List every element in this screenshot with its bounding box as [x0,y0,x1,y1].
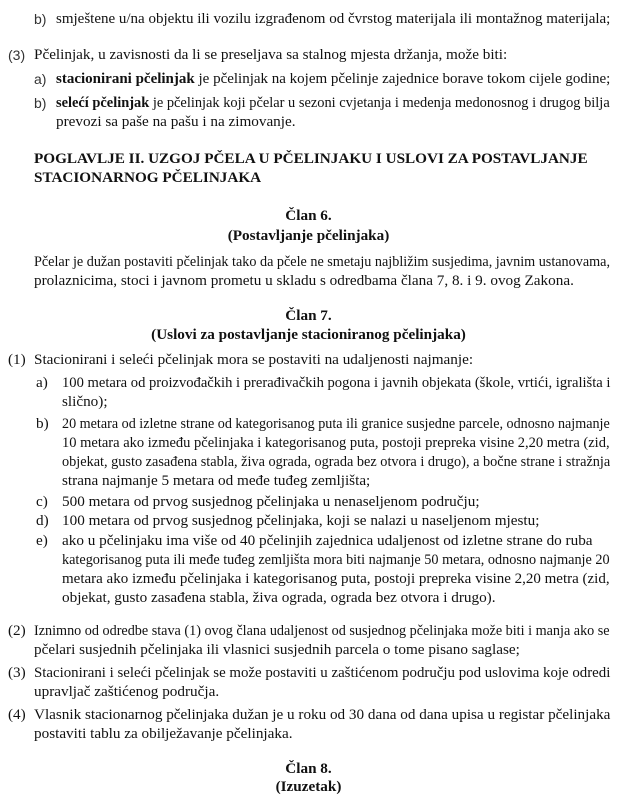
article-7-p4-line1: Vlasnik stacionarnog pčelinjaka dužan je u roku od 30 dana od dana upisa u registar pčelinjaka [34,706,611,723]
article-7-p4-line2: postaviti tablu za obilježavanje pčelinjaka. [34,725,293,742]
article-7-p3-label: (3) [8,664,26,681]
article-7-p3-line1: Stacionirani i seleći pčelinjak se može postaviti u zaštićenom području pod uslovima koje odredi [34,664,611,681]
article-7-b-label: b) [36,415,49,432]
article-7-p1-text: Stacionirani i seleći pčelinjak mora se postaviti na udaljenosti najmanje: [34,351,474,368]
article-7-e-line4: objekat, gusto zasađena stabla, živa ograda, ograda bez otvora i drugo). [62,589,496,606]
article-7-a-label: a) [36,374,48,391]
article-8-title: Član 8. [285,760,332,777]
article-7-e-line1: ako u pčelinjaku ima više od 40 pčelinjih zajednica udaljenost od izletne strane do ruba [62,532,593,549]
article-7-a-line1: 100 metara od proizvođačkih i prerađivačkih pogona i javnih objekata (škole, vrtići, igrališta i [62,374,611,391]
article-8-subtitle: (Izuzetak) [275,778,342,795]
article-7-p2-line2: pčelari susjednih pčelinjaka ili vlasnici susjednih parcela o tome pisano saglase; [34,641,520,658]
article-6-title: Član 6. [285,207,332,224]
item-text-a [56,70,610,88]
term-seleci: selećí pčelinjak [56,94,150,111]
article-7-d-label: d) [36,512,49,529]
article-7-c-line1: 500 metara od prvog susjednog pčelinjaka u nenaseljenom području; [62,493,480,510]
item-text-b2 [56,94,610,112]
chapter-heading-line2: STACIONARNOG PČELINJAKA [34,169,262,186]
item-label-b2: b) [34,95,47,111]
article-7-p2-label: (2) [8,622,26,639]
term-stacionirani-definition: je pčelinjak na kojem pčelinje zajednice borave tokom cijele godine; [194,70,611,87]
article-6-subtitle: (Postavljanje pčelinjaka) [227,227,390,244]
article-7-subtitle: (Uslovi za postavljanje stacioniranog pčelinjaka) [151,326,466,343]
article-7-e-label: e) [36,532,48,549]
item-text-b: smještene u/na objektu ili vozilu izgrađenom od čvrstog materijala ili montažnog materijala; [56,10,611,27]
article-7-a-line2: slično); [62,393,108,410]
item-label-b: b) [34,11,47,27]
article-7-b-line1: 20 metara od izletne strane od kategorisanog puta ili granice susjedne parcele, odnosno najmanje [62,415,610,432]
item-label-a: a) [34,71,47,87]
article-6-text-line1: Pčelar je dužan postaviti pčelinjak tako da pčele ne smetaju najbližim susjedima, javnim ustanovama, [34,253,610,270]
article-6-text-line2: prolaznicima, stoci i javnom prometu u skladu s odredbama člana 7, 8. i 9. ovog Zakona. [34,272,574,289]
article-7-title: Član 7. [285,307,332,324]
article-7-p2-line1: Iznimno od odredbe stava (1) ovog člana udaljenost od susjednog pčelinjaka može biti i manja ako se [34,622,610,639]
term-stacionirani: stacionirani pčelinjak [56,70,195,87]
item-text-b2-cont: prevozi sa paše na pašu i na zimovanje. [56,113,296,130]
article-7-e-line2: kategorisanog puta ili međe tuđeg zemljišta mora biti najmanje 50 metara, odnosno najmanje 20 [62,551,610,568]
article-7-p4-label: (4) [8,706,26,723]
article-7-c-label: c) [36,493,48,510]
chapter-heading-line1: POGLAVLJE II. UZGOJ PČELA U PČELINJAKU I USLOVI ZA POSTAVLJANJE [34,150,588,167]
paragraph-label-3: (3) [8,47,26,63]
article-7-b-line4: strana najmanje 5 metara od međe tuđeg zemljišta; [62,472,371,489]
article-7-b-line2: 10 metara ako između pčelinjaka i kategorisanog puta, postoji prepreka visine 2,20 metra (zid, [62,434,610,451]
article-7-p1-label: (1) [8,351,26,368]
article-7-e-line3: metara ako između pčelinjaka i kategorisanog puta, postoji prepreka visine 2,20 metra (zid, [62,570,610,587]
paragraph-text-3: Pčelinjak, u zavisnosti da li se preseljava sa stalnog mjesta držanja, može biti: [34,46,508,63]
article-7-d-line1: 100 metara od prvog susjednog pčelinjaka, koji se nalazi u naseljenom mjestu; [62,512,540,529]
article-7-p3-line2: upravljač zaštićenog područja. [34,683,220,700]
term-seleci-definition: je pčelinjak koji pčelar u sezoni cvjetanja i medenja medonosnog i drugog bilja [149,94,610,111]
article-7-b-line3: objekat, gusto zasađena stabla, živa ograda, ograda bez otvora i drugo), a bočne strane i stražnja [62,453,611,470]
